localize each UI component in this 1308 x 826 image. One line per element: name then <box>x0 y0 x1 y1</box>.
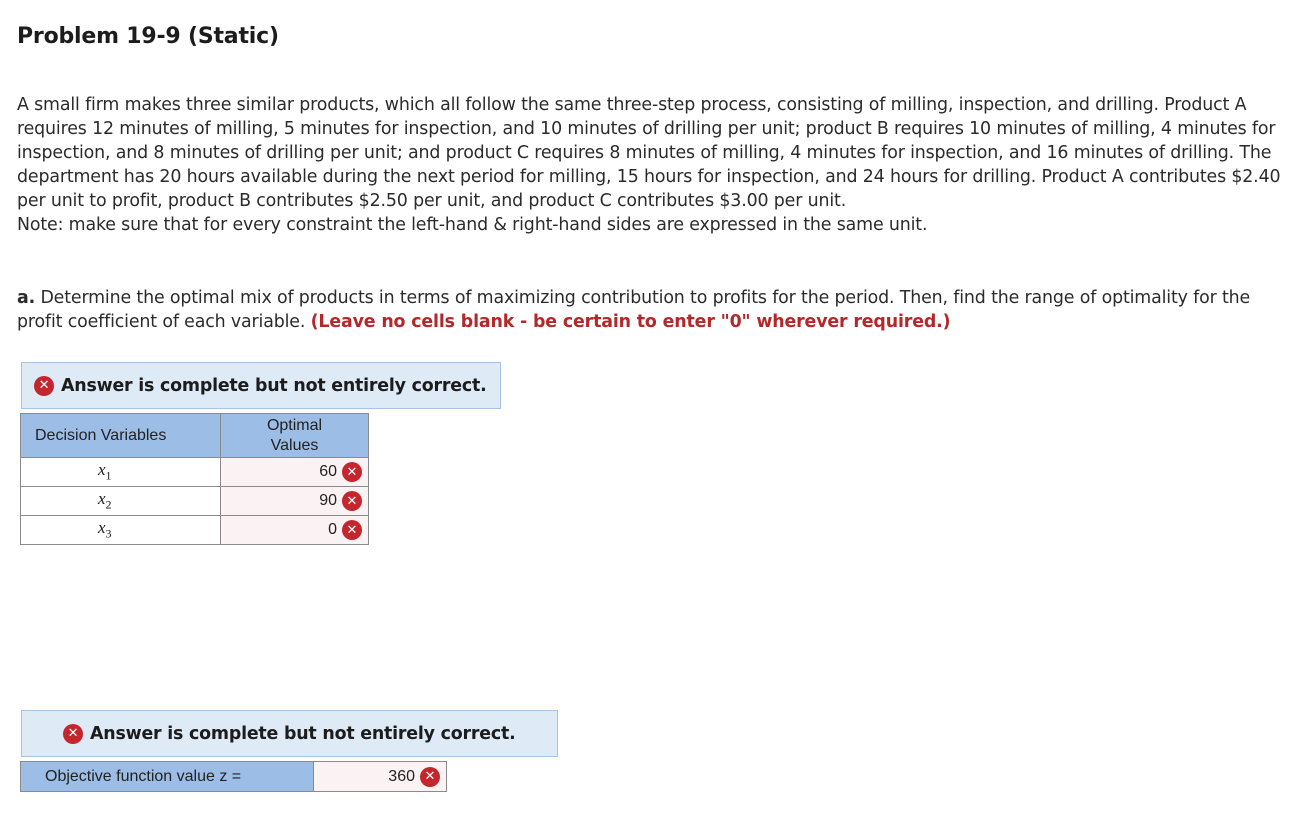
x-circle-icon: ✕ <box>342 520 362 540</box>
part-a-label: a. <box>17 288 36 308</box>
table-row <box>21 762 447 792</box>
part-a-instruction: (Leave no cells blank - be certain to enter "0" wherever required.) <box>310 312 951 332</box>
result-banner-1-text: Answer is complete but not entirely correct. <box>61 375 487 396</box>
problem-paragraph: A small firm makes three similar products, which all follow the same three-step process, consisting of milling, inspection, and drilling. Product A requires 12 minutes of milling, 5 minutes for inspection, and 10 minutes of drilling per unit; product B requires 10 minutes of milling, 4 minutes for inspection, and 8 minutes of drilling per unit; and product C requires 8 minutes of milling, 4 minutes for inspection, and 16 minutes of drilling. The department has 20 hours available during the next period for milling, 15 hours for inspection, and 24 hours for drilling. Product A contributes $2.40 per unit to profit, product B contributes $2.50 per unit, and product C contributes $3.00 per unit. <box>17 95 1281 211</box>
variable-subscript: 2 <box>105 497 112 512</box>
x-circle-icon: ✕ <box>63 724 83 744</box>
variable-name: x <box>98 460 106 480</box>
result-banner-2-text: Answer is complete but not entirely correct. <box>90 723 516 744</box>
x-circle-icon: ✕ <box>34 376 54 396</box>
variable-name: x <box>98 489 106 509</box>
value-cell-x2[interactable] <box>221 487 369 516</box>
variable-x2 <box>21 487 221 516</box>
part-a-text: Determine the optimal mix of products in terms of maximizing contribution to profits for the period. Then, find the range of optimality for the profit coefficient of each variable. <box>17 288 1251 332</box>
value-cell-x1[interactable] <box>221 458 369 487</box>
result-banner-2 <box>21 710 558 757</box>
objective-value: 360 <box>388 767 415 785</box>
variable-subscript: 1 <box>105 468 112 483</box>
value-x3: 0 <box>328 521 337 538</box>
value-cell-x3[interactable] <box>221 516 369 545</box>
variable-name: x <box>98 518 106 538</box>
x-circle-icon: ✕ <box>342 491 362 511</box>
part-a-question <box>17 286 1287 334</box>
header-optimal-values-label: Optimal Values <box>266 416 323 454</box>
header-optimal-values <box>221 414 369 458</box>
header-decision-variables: Decision Variables <box>21 414 221 458</box>
table-row <box>21 458 369 487</box>
table-row <box>21 487 369 516</box>
value-x1: 60 <box>319 463 337 480</box>
variable-x3 <box>21 516 221 545</box>
result-banner-1 <box>21 362 501 409</box>
objective-value-cell[interactable] <box>314 762 447 792</box>
value-x2: 90 <box>319 492 337 509</box>
x-circle-icon: ✕ <box>342 462 362 482</box>
x-circle-icon: ✕ <box>420 767 440 787</box>
table-row <box>21 516 369 545</box>
problem-note: Note: make sure that for every constraint the left-hand & right-hand sides are expressed in the same unit. <box>17 215 928 235</box>
page-title: Problem 19-9 (Static) <box>17 24 279 49</box>
objective-label: Objective function value z = <box>21 762 314 792</box>
variable-subscript: 3 <box>105 526 112 541</box>
problem-statement <box>17 93 1287 237</box>
objective-function-table <box>20 761 447 792</box>
decision-variables-table <box>20 413 369 545</box>
variable-x1 <box>21 458 221 487</box>
